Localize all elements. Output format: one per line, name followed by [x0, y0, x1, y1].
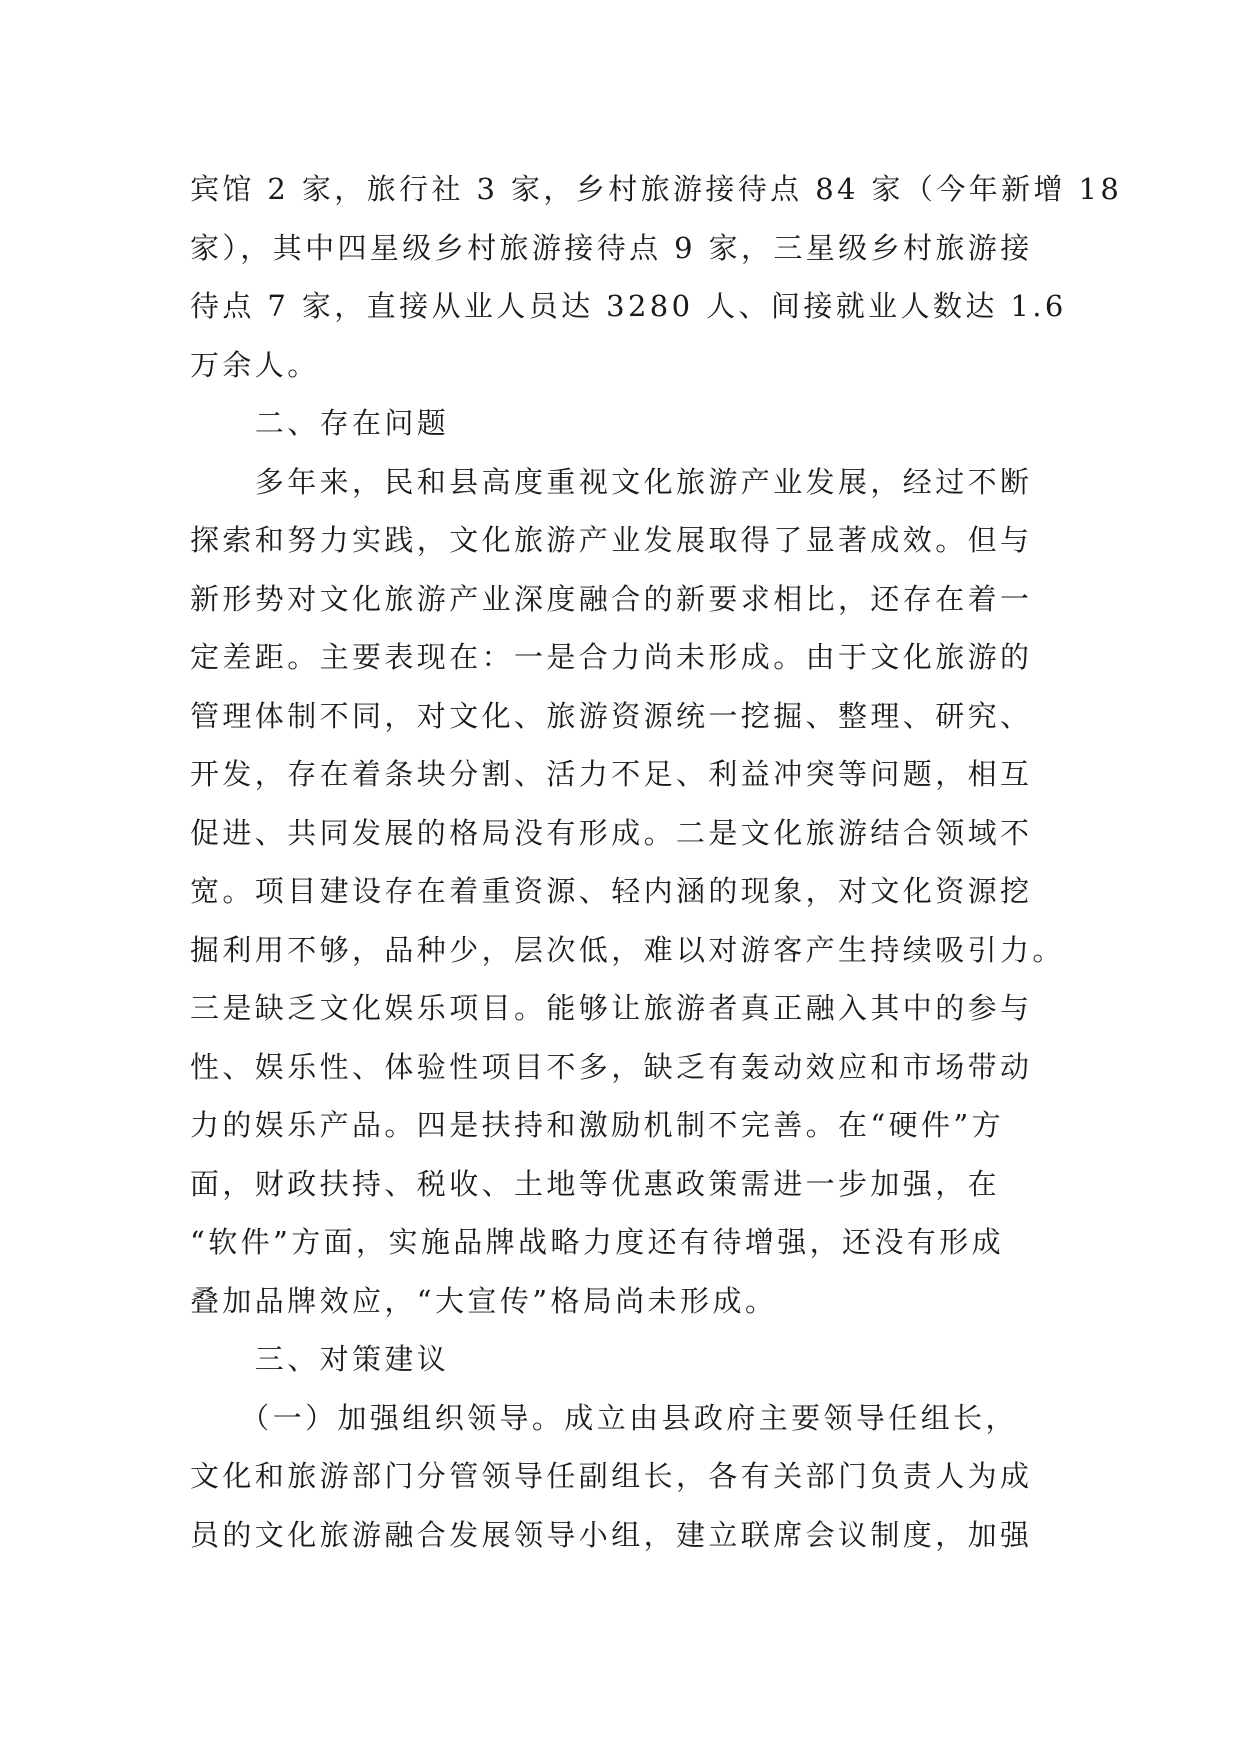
- text-line: 掘利用不够，品种少，层次低，难以对游客产生持续吸引力。: [190, 932, 1065, 967]
- document-body: [190, 160, 1123, 1564]
- text-line: 宽。项目建设存在着重资源、轻内涵的现象，对文化资源挖: [190, 874, 1033, 908]
- text-line: 开发，存在着条块分割、活力不足、利益冲突等问题，相互: [190, 757, 1033, 791]
- text-line: 力的娱乐产品。四是扶持和激励机制不完善。在“硬件”方: [190, 1108, 1005, 1142]
- text-line: 面，财政扶持、税收、土地等优惠政策需进一步加强，在: [190, 1166, 1001, 1201]
- text-line: 万余人。: [190, 347, 320, 382]
- section-heading-suggestions: 三、对策建议: [190, 1342, 450, 1376]
- text-line: （一）加强组织领导。成立由县政府主要领导任组长，: [190, 1400, 1018, 1435]
- text-line: 多年来，民和县高度重视文化旅游产业发展，经过不断: [190, 464, 1033, 499]
- text-line: 文化和旅游部门分管领导任副组长，各有关部门负责人为成: [190, 1459, 1033, 1493]
- text-line: 员的文化旅游融合发展领导小组，建立联席会议制度，加强: [190, 1517, 1033, 1552]
- section-heading-problems: 二、存在问题: [190, 406, 450, 440]
- text-line: “软件”方面，实施品牌战略力度还有待增强，还没有形成: [190, 1225, 1005, 1259]
- text-line: 家），其中四星级乡村旅游接待点 9 家，三星级乡村旅游接: [190, 230, 1033, 265]
- text-line: 定差距。主要表现在：一是合力尚未形成。由于文化旅游的: [190, 640, 1033, 674]
- text-line: 新形势对文化旅游产业深度融合的新要求相比，还存在着一: [190, 581, 1033, 616]
- text-line: 叠加品牌效应，“大宣传”格局尚未形成。: [190, 1283, 778, 1318]
- text-line: 探索和努力实践，文化旅游产业发展取得了显著成效。但与: [190, 523, 1033, 557]
- text-line: 促进、共同发展的格局没有形成。二是文化旅游结合领域不: [190, 815, 1033, 850]
- text-line: 管理体制不同，对文化、旅游资源统一挖掘、整理、研究、: [190, 698, 1033, 733]
- text-line: 性、娱乐性、体验性项目不多，缺乏有轰动效应和市场带动: [190, 1049, 1033, 1084]
- text-line: 待点 7 家，直接从业人员达 3280 人、间接就业人数达 1.6: [190, 289, 1067, 323]
- text-line: 宾馆 2 家，旅行社 3 家，乡村旅游接待点 84 家（今年新增 18: [190, 172, 1123, 206]
- text-line: 三是缺乏文化娱乐项目。能够让旅游者真正融入其中的参与: [190, 991, 1033, 1025]
